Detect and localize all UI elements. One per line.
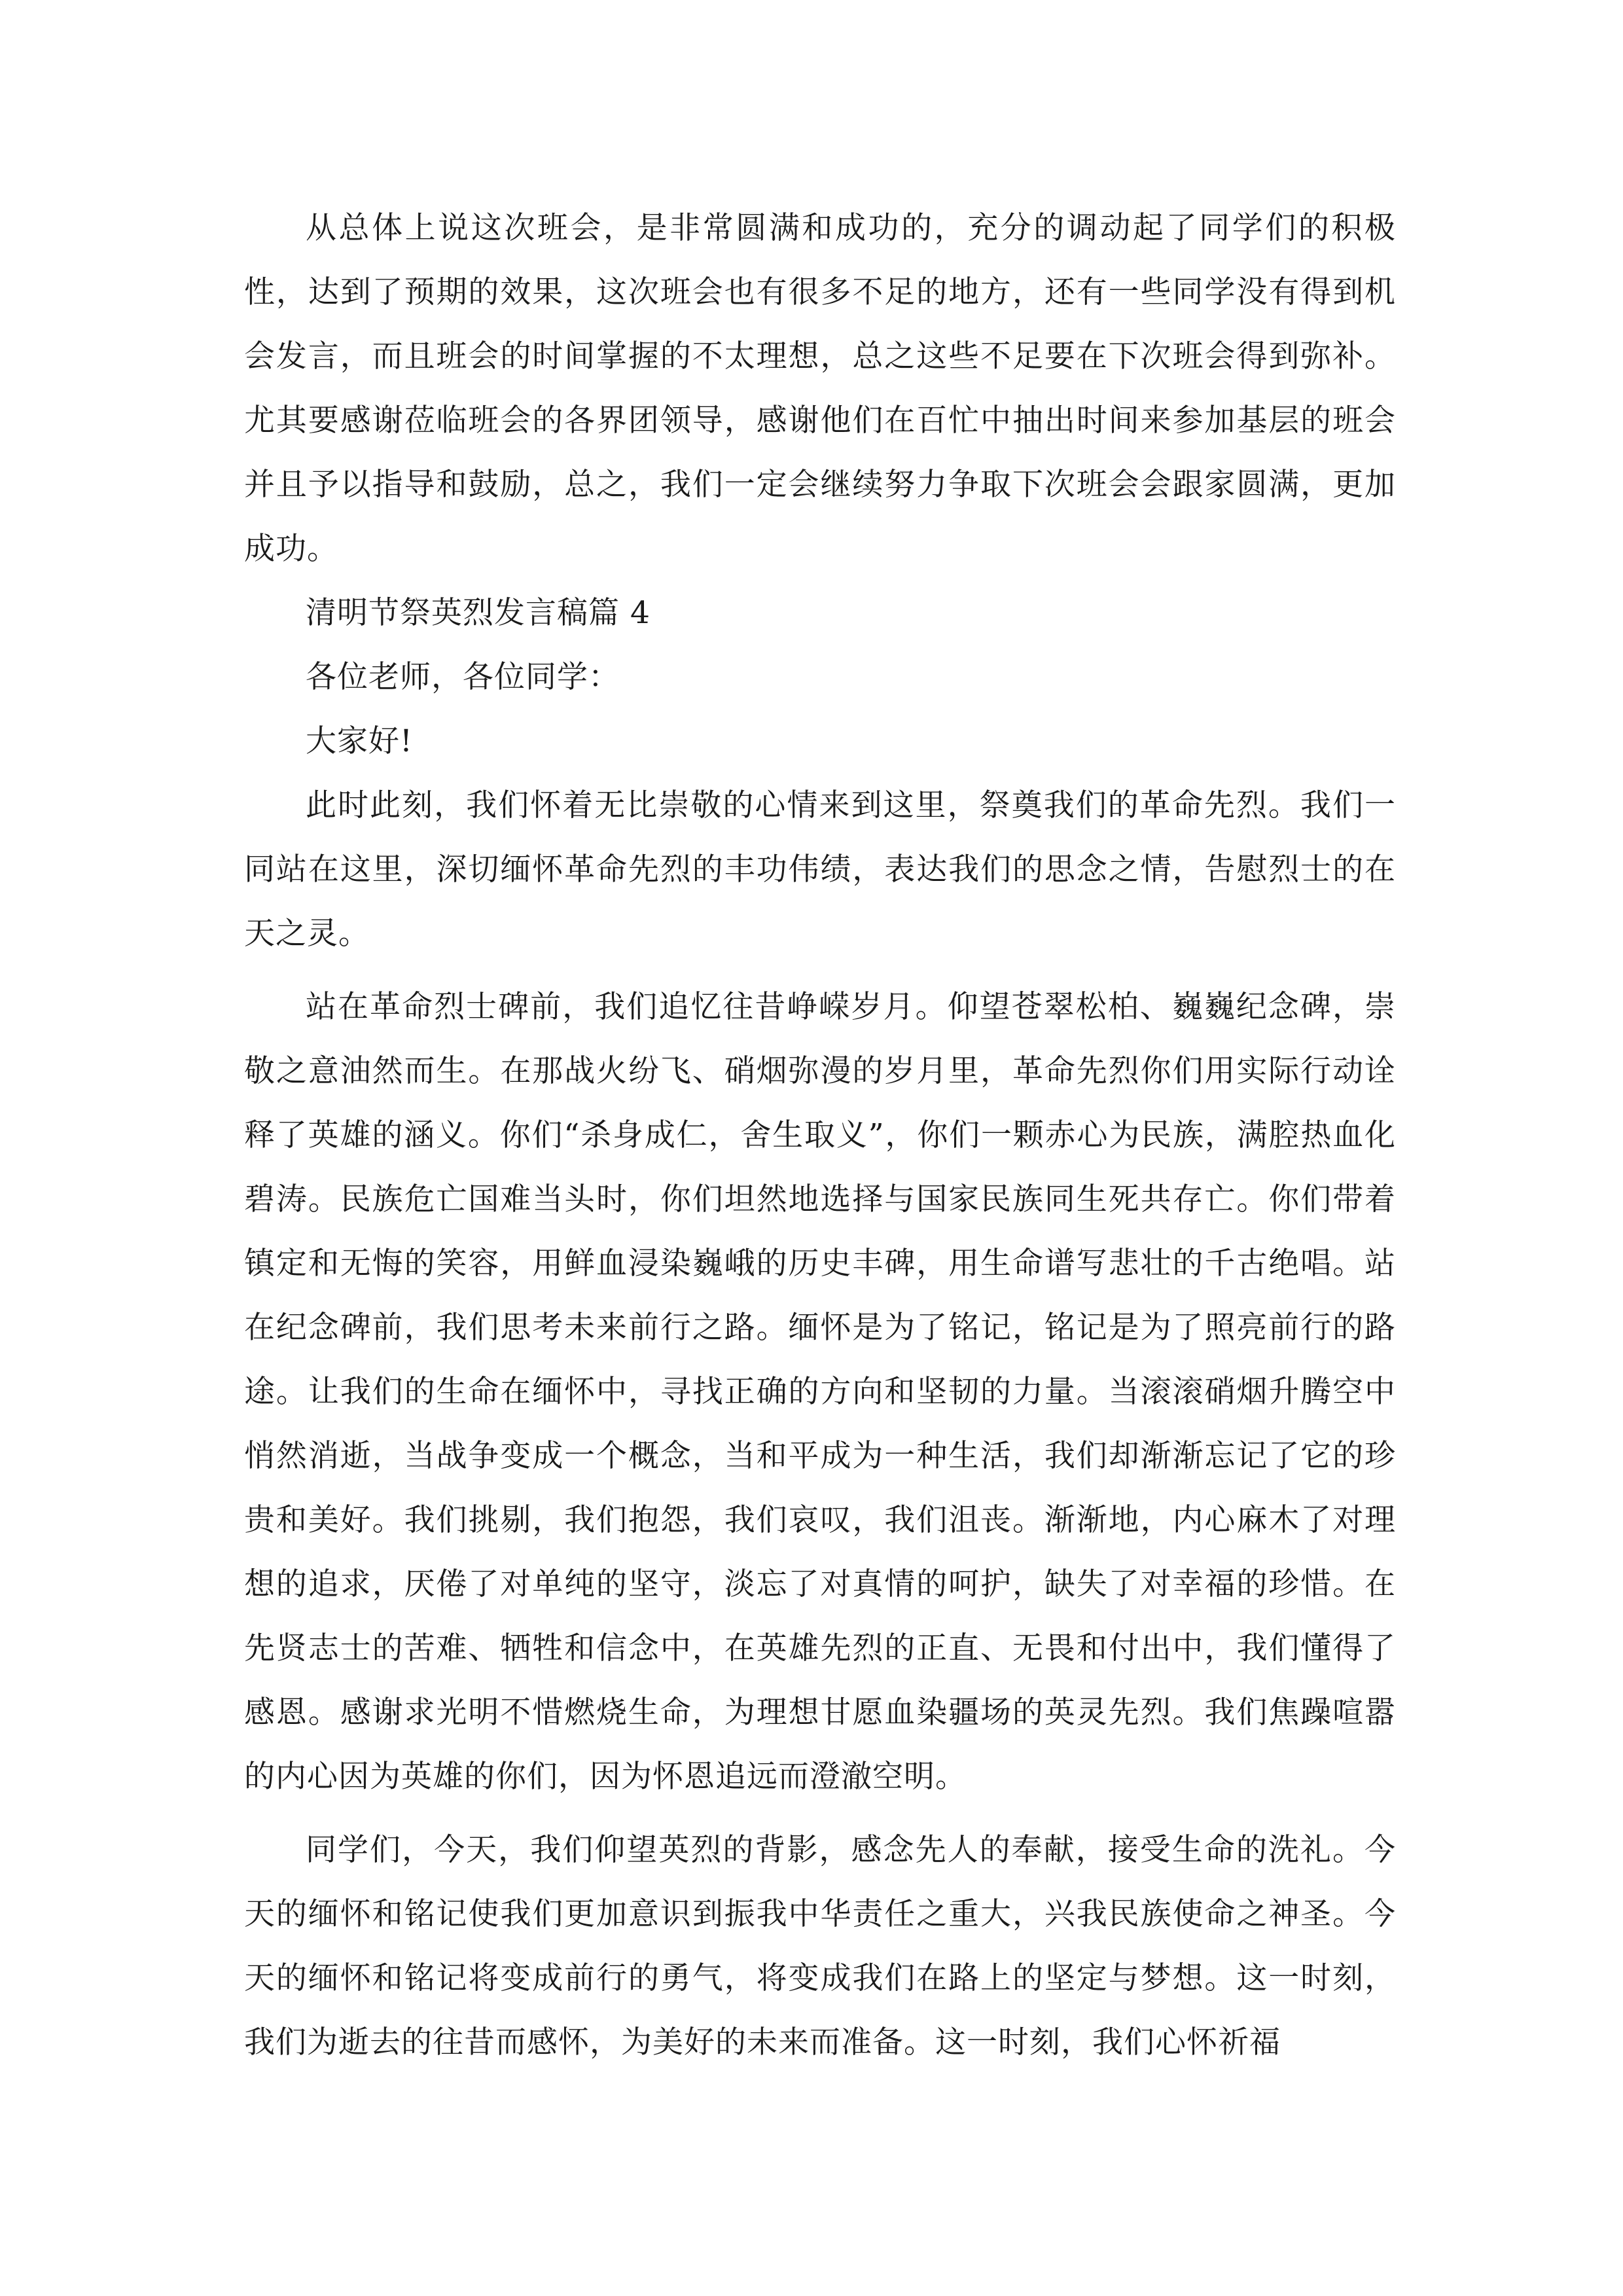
paragraph-gap bbox=[244, 1809, 1396, 1818]
paragraph-2: 站在革命烈士碑前，我们追忆往昔峥嵘岁月。仰望苍翠松柏、巍巍纪念碑，崇敬之意油然而生。在那战火纷飞、硝烟弥漫的岁月里，革命先烈你们用实际行动诠释了英雄的涵义。你们“杀身成仁，舍生取义”，你们一颗赤心为民族，满腔热血化碧涛。民族危亡国难当头时，你们坦然地选择与国家民族同生死共存亡。你们带着镇定和无悔的笑容，用鲜血浸染巍峨的历史丰碑，用生命谱写悲壮的千古绝唱。站在纪念碑前，我们思考未来前行之路。缅怀是为了铭记，铭记是为了照亮前行的路途。让我们的生命在缅怀中，寻找正确的方向和坚韧的力量。当滚滚硝烟升腾空中悄然消逝，当战争变成一个概念，当和平成为一种生活，我们却渐渐忘记了它的珍贵和美好。我们挑剔，我们抱怨，我们哀叹，我们沮丧。渐渐地，内心麻木了对理想的追求，厌倦了对单纯的坚守，淡忘了对真情的呵护，缺失了对幸福的珍惜。在先贤志士的苦难、牺牲和信念中，在英雄先烈的正直、无畏和付出中，我们懂得了感恩。感谢求光明不惜燃烧生命，为理想甘愿血染疆场的英灵先烈。我们焦躁喧嚣的内心因为英雄的你们，因为怀恩追远而澄澈空明。 bbox=[244, 989, 1396, 1795]
section-title: 清明节祭英烈发言稿篇 4 bbox=[306, 595, 651, 631]
document-body bbox=[244, 196, 1396, 2075]
paragraph-1: 此时此刻，我们怀着无比崇敬的心情来到这里，祭奠我们的革命先烈。我们一同站在这里，深切缅怀革命先烈的丰功伟绩，表达我们的思念之情，告慰烈士的在天之灵。 bbox=[244, 787, 1396, 952]
paragraph-3: 同学们，今天，我们仰望英烈的背影，感念先人的奉献，接受生命的洗礼。今天的缅怀和铭记使我们更加意识到振我中华责任之重大，兴我民族使命之神圣。今天的缅怀和铭记将变成前行的勇气，将变成我们在路上的坚定与梦想。这一时刻，我们为逝去的往昔而感怀，为美好的未来而准备。这一时刻，我们心怀祈福 bbox=[244, 1832, 1396, 2060]
salutation: 各位老师，各位同学： bbox=[306, 659, 620, 695]
paragraph-closing-summary: 从总体上说这次班会，是非常圆满和成功的，充分的调动起了同学们的积极性，达到了预期的效果，这次班会也有很多不足的地方，还有一些同学没有得到机会发言，而且班会的时间掌握的不太理想，总之这些不足要在下次班会得到弥补。尤其要感谢莅临班会的各界团领导，感谢他们在百忙中抽出时间来参加基层的班会并且予以指导和鼓励，总之，我们一定会继续努力争取下次班会会跟家圆满，更加成功。 bbox=[244, 210, 1396, 567]
greeting: 大家好! bbox=[306, 723, 413, 759]
paragraph-gap bbox=[244, 966, 1396, 975]
